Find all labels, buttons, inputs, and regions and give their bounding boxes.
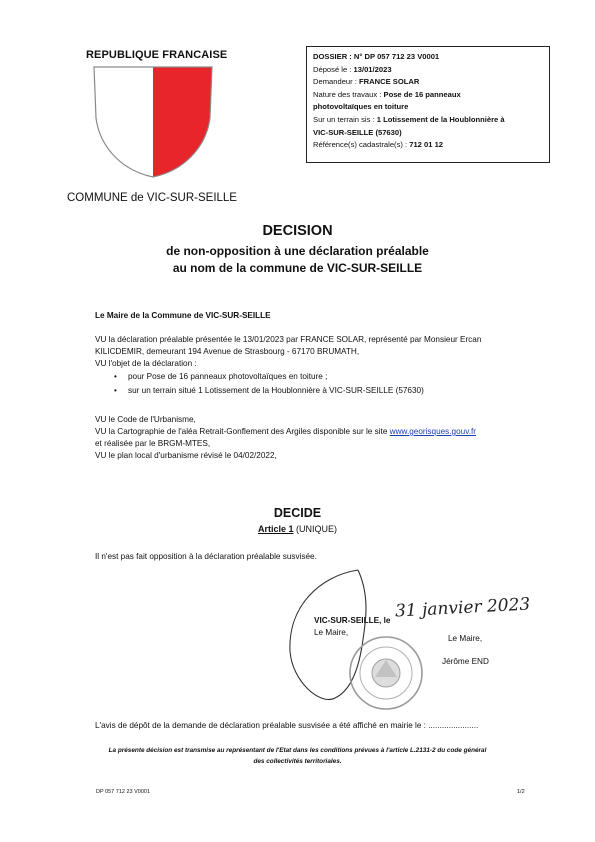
vu-declaration-line2: KILICDEMIR, demeurant 194 Avenue de Strasbourg - 67170 BRUMATH, [95,347,360,356]
vu-declaration-line1: VU la déclaration préalable présentée le 13/01/2023 par FRANCE SOLAR, représenté par Monsieur Ercan [95,335,482,344]
vu-code-urbanisme: VU le Code de l'Urbanisme, [95,415,196,424]
dossier-reference: Référence(s) cadastrale(s) : 712 01 12 [313,140,444,150]
coat-of-arms [88,63,218,183]
signature-place: VIC-SUR-SEILLE, le [314,616,391,625]
vu-objet: VU l'objet de la déclaration : [95,359,197,368]
official-stamp [345,632,427,714]
signatory-name: Jérôme END [442,657,489,666]
legal-footnote: La présente décision est transmise au représentant de l'Etat dans les conditions prévues à l'article L.2131-2 du code général des collectivités territoriales. [108,747,487,765]
signature-maire-right: Le Maire, [448,634,483,643]
dossier-box [306,46,550,163]
decision-title: DECISION [262,223,333,239]
georisques-link[interactable]: www.georisques.gouv.fr [389,427,476,436]
vu-cartographie-cont: et réalisée par le BRGM-MTES, [95,439,211,448]
footer-reference: DP 057 712 23 V0001 [96,789,151,795]
dossier-nature-cont: photovoltaïques en toiture [313,102,409,112]
objet-bullet-1: • pour Pose de 16 panneaux photovoltaïques en toiture ; [128,371,327,383]
decision-text: Il n'est pas fait opposition à la déclaration préalable susvisée. [95,552,317,561]
dossier-terrain: Sur un terrain sis : 1 Lotissement de la Houblonnière à [313,114,505,124]
decide-heading: DECIDE [273,506,322,520]
dossier-demandeur: Demandeur : FRANCE SOLAR [313,77,420,87]
decision-subtitle-2: au nom de la commune de VIC-SUR-SEILLE [172,261,423,275]
maire-heading: Le Maire de la Commune de VIC-SUR-SEILLE [95,311,271,320]
page-number: 1/2 [517,789,525,795]
dossier-nature: Nature des travaux : Pose de 16 panneaux [313,89,461,99]
objet-bullet-2: • sur un terrain situé 1 Lotissement de la Houblonnière à VIC-SUR-SEILLE (57630) [128,385,424,397]
article-heading: Article 1 (UNIQUE) [257,524,338,534]
vu-cartographie: VU la Cartographie de l'aléa Retrait-Gonflement des Argiles disponible sur le site www.georisques.gouv.fr [95,427,476,436]
vu-plan-local: VU le plan local d'urbanisme révisé le 04/02/2022, [95,451,277,460]
avis-depot: L'avis de dépôt de la demande de déclaration préalable susvisée a été affiché en mairie le : ...................... [95,721,479,730]
dossier-number: DOSSIER : N° DP 057 712 23 V0001 [313,52,440,61]
handwritten-date: 31 janvier 2023 [394,594,531,622]
republic-label: REPUBLIQUE FRANCAISE [86,49,228,61]
decision-subtitle-1: de non-opposition à une déclaration préalable [166,244,429,258]
dossier-depose: Déposé le : 13/01/2023 [313,64,392,74]
dossier-terrain-cont: VIC-SUR-SEILLE (57630) [313,127,402,137]
signature-maire-left: Le Maire, [314,628,349,637]
commune-label: COMMUNE de VIC-SUR-SEILLE [67,192,237,204]
